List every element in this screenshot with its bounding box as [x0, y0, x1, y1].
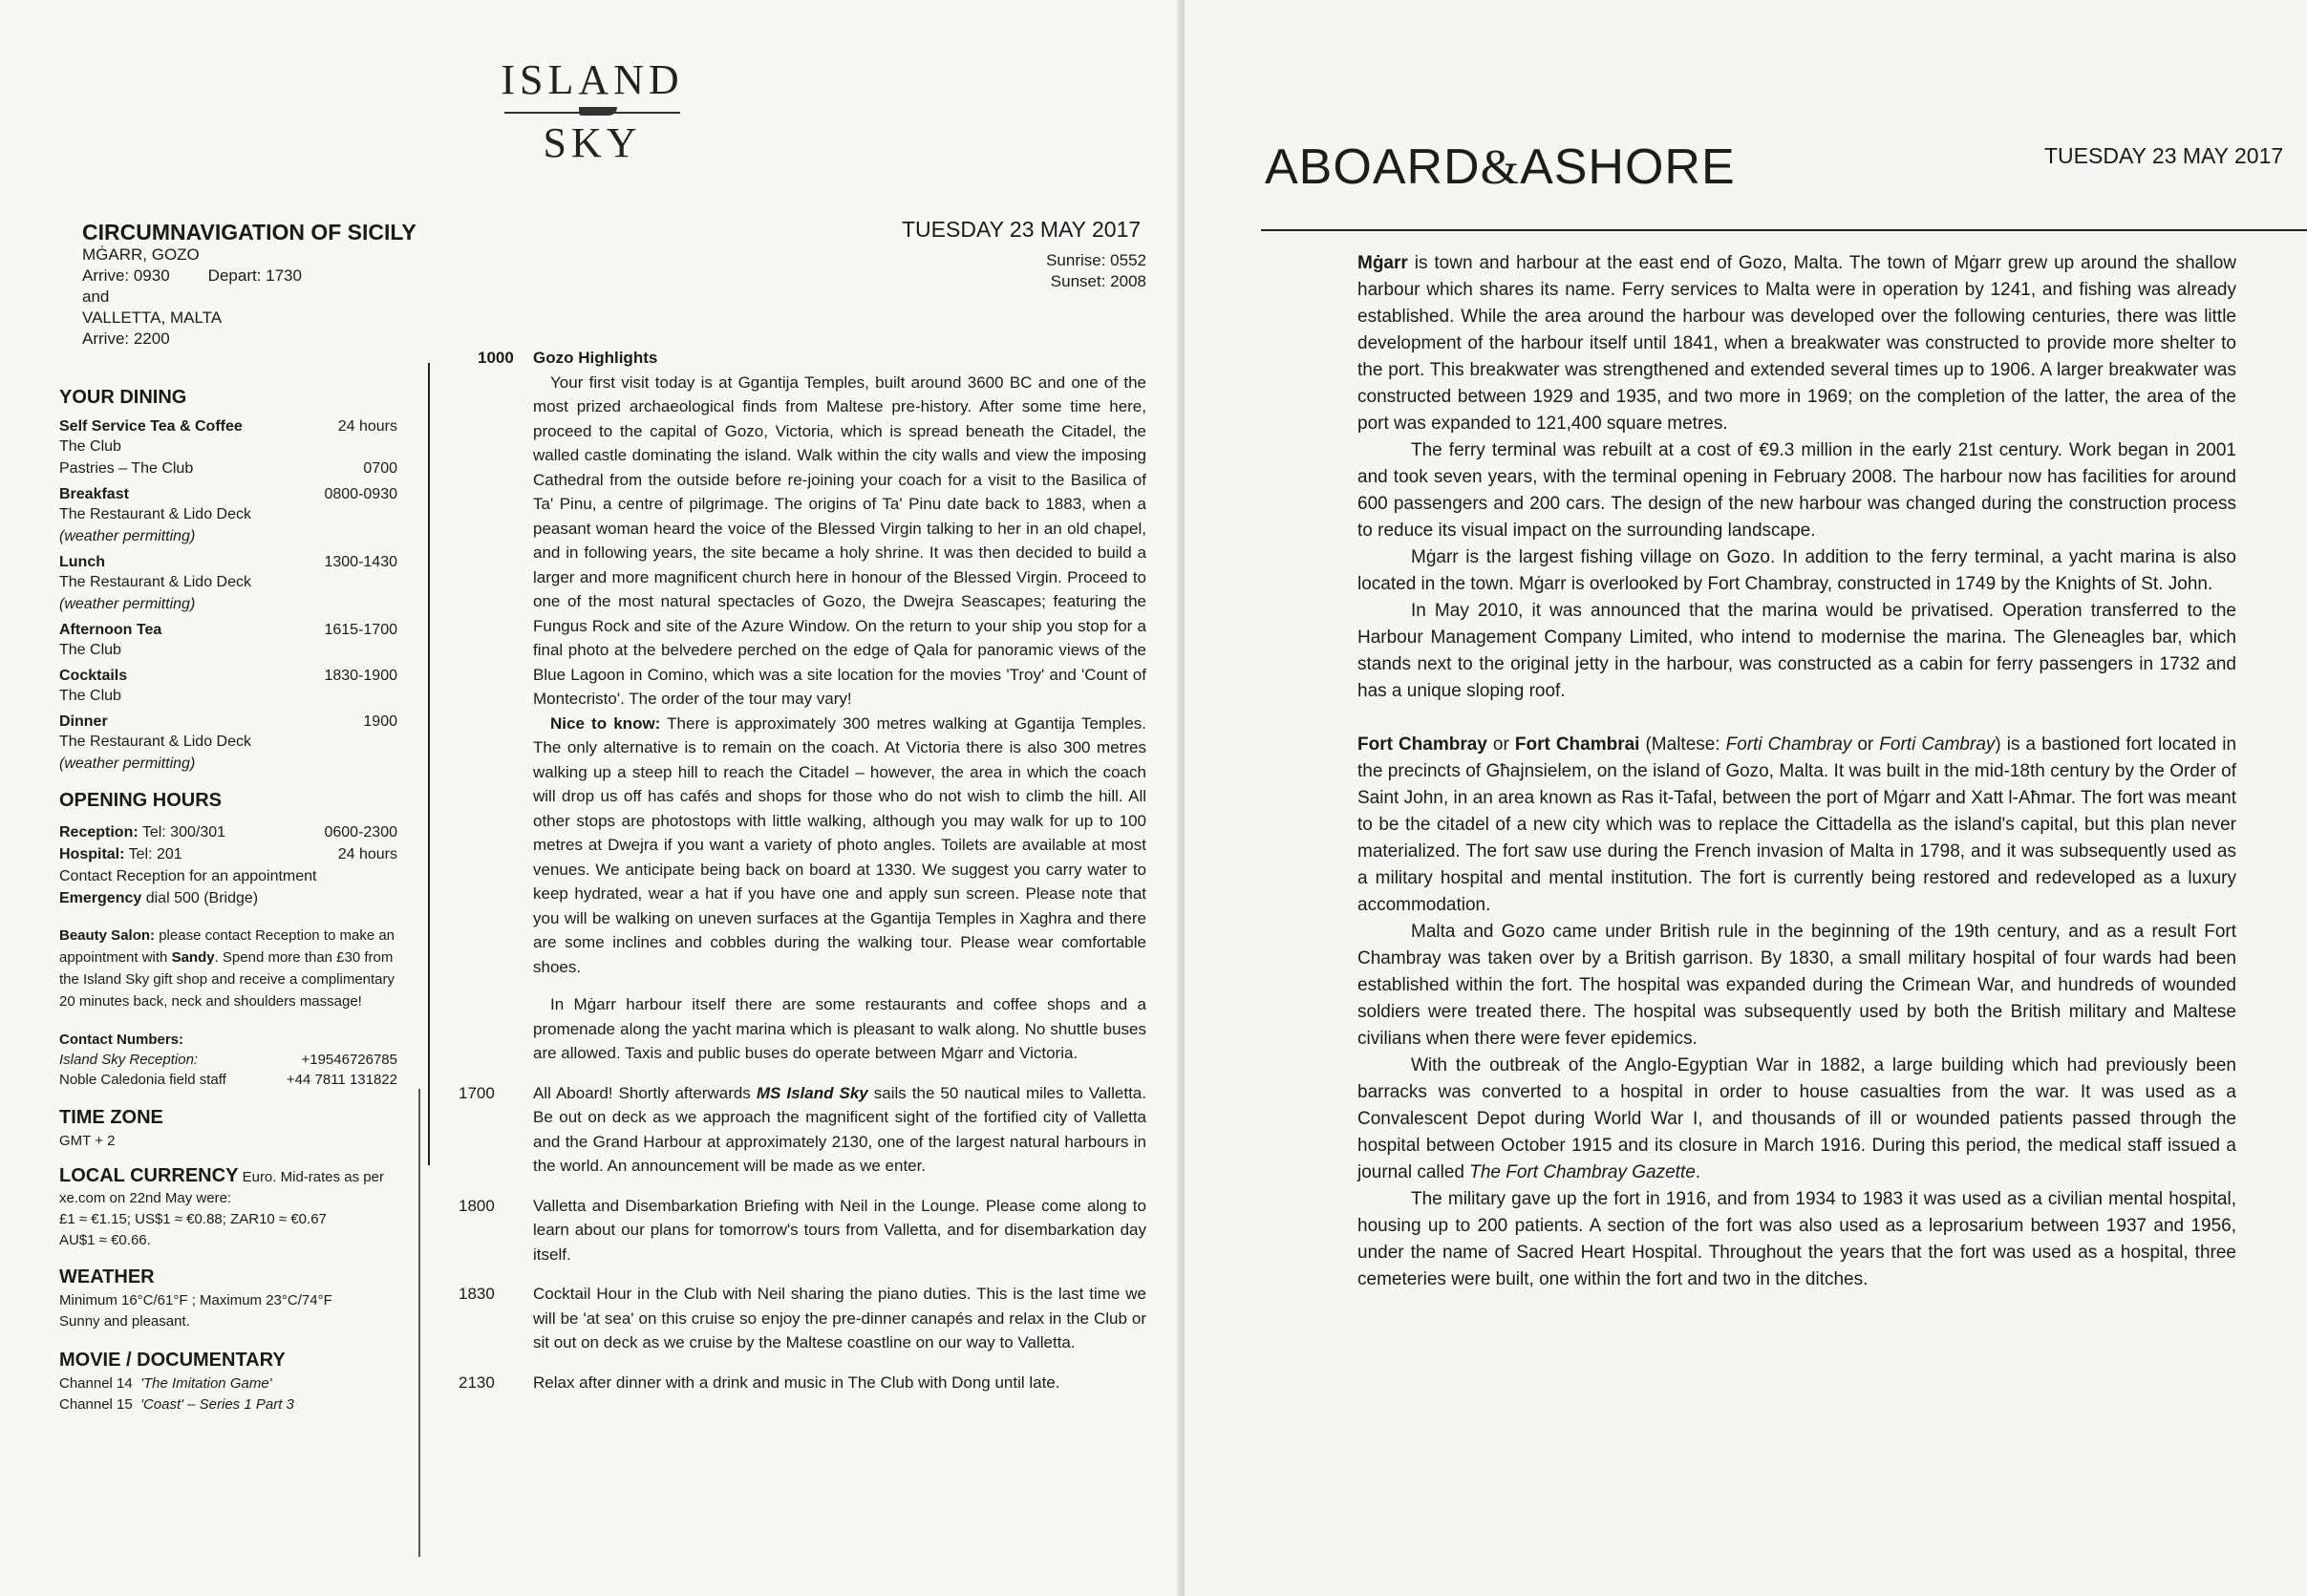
paragraph-text: ) is a bastioned fort located in the precincts of Għajnsielem, on the island of Gozo, Malta. It was built in the mid-18th century by the Order of Saint John, in an area known as Ras it-Tafal, between the port of Mġarr and Xatt l-Aħmar. The fort was meant to be the citadel of a new city which was to replace the Cittadella as the island's capital, but this plan never materialized. The fort saw use during the French invasion of Malta in 1798, and it was subsequently used as a military hospital and mental institution. The fort is currently being restored and redeveloped as a luxury accommodation.: [1357, 734, 2237, 915]
currency-block: [59, 1165, 403, 1251]
ship-icon: [504, 105, 680, 118]
programme-date: TUESDAY 23 MAY 2017: [902, 217, 1142, 242]
contact-reception: +19546726785: [301, 1052, 397, 1068]
channel-15-label: Channel 15: [59, 1396, 133, 1413]
nice-to-know-label: Nice to know:: [550, 713, 661, 733]
entry-time: 1700: [459, 1083, 495, 1102]
opening-hours-title: OPENING HOURS: [59, 790, 223, 811]
article-paragraph: Malta and Gozo came under British rule in the beginning of the 19th century, and as a result Fort Chambray was taken over by a British garrison. By 1830, a small military hospital of four wards had been established within the fort. The hospital was expanded during the Crimean War, and hundreds of wounded soldiers were treated there. The hospital was subsequently used by both the British military and Maltese civilians when there were fever epidemics.: [1357, 922, 2236, 1049]
term-mgarr: Mġarr: [1357, 253, 1408, 273]
hospital-time: 24 hours: [337, 846, 397, 862]
contact-numbers: [59, 1030, 403, 1090]
channel-14-label: Channel 14: [59, 1375, 133, 1392]
dining-time: 0800-0930: [324, 486, 397, 502]
maltese-name-2: Forti Cambray: [1879, 734, 1996, 755]
movie-channel-14: [59, 1373, 403, 1394]
contact-reception-label: Island Sky Reception:: [59, 1052, 199, 1068]
reception-label: Reception:: [59, 824, 139, 841]
article-paragraph: [1357, 732, 2236, 919]
journal-title: The Fort Chambray Gazette: [1469, 1162, 1696, 1182]
dining-note: (weather permitting): [59, 755, 196, 772]
article-paragraph: The military gave up the fort in 1916, and from 1934 to 1983 it was used as a civilian mental hospital, housing up to 200 patients. A section of the fort was also used as a leprosarium between 1937 and 1956, under the name of Sacred Heart Hospital. Throughout the years that the fort was used as a hospital, three cemeteries were built, one within the fort and two in the ditches.: [1357, 1189, 2236, 1289]
emergency-label: Emergency: [59, 890, 142, 906]
arrive-1: Arrive: 0930: [82, 266, 170, 285]
dining-venue: The Club: [59, 438, 121, 455]
dining-title: YOUR DINING: [59, 387, 187, 408]
dining-item: [59, 668, 403, 707]
dining-extra: Pastries – The Club: [59, 460, 194, 477]
itinerary-entry: [459, 1081, 1146, 1179]
paragraph-text: is town and harbour at the east end of Gozo, Malta. The town of Mġarr grew up around the shallow harbour which shares its name. Ferry services to Malta were in operation by 1241, and fishing was already established. While the area around the harbour was developed over the following centuries, there was little development of the harbour itself until 1841, when a breakwater was constructed to provide more shelter to the port. This breakwater was strengthened and extended several times up to 1906. A larger breakwater was constructed between 1929 and 1935, and two more in 1969; on the completion of the latter, the area of the port was expanded to 121,400 square metres.: [1357, 253, 2236, 434]
beauty-text: please contact Reception to make an appointment with: [59, 927, 395, 966]
hospital-row: [59, 843, 403, 865]
article-paragraph: In May 2010, it was announced that the marina would be privatised. Operation transferred to the Harbour Management Company Limited, who intend to modernise the marina. The Gleneagles bar, which stands next to the original jetty in the harbour, was constructed as a cabin for ferry passengers in 1732 and has a unique sloping roof.: [1357, 601, 2236, 701]
currency-intro: Euro. Mid-rates as per xe.com on 22nd May were:: [59, 1169, 384, 1206]
contacts-title: Contact Numbers:: [59, 1032, 184, 1048]
contact-staff-label: Noble Caledonia field staff: [59, 1072, 226, 1088]
emergency-row: [59, 887, 403, 909]
dining-note: (weather permitting): [59, 596, 196, 612]
connector: or: [1492, 734, 1509, 755]
emergency-value: dial 500 (Bridge): [145, 890, 259, 906]
info-sidebar: [59, 387, 403, 1415]
dining-note: (weather permitting): [59, 528, 196, 544]
movie-channel-15: [59, 1394, 403, 1415]
dining-venue: The Restaurant & Lido Deck: [59, 574, 251, 590]
logo-line-2: SKY: [543, 119, 642, 166]
sunrise: Sunrise: 0552: [1046, 251, 1146, 269]
currency-rates-2: AU$1 ≈ €0.66.: [59, 1232, 151, 1248]
weather-line-2: Sunny and pleasant.: [59, 1313, 190, 1330]
contact-staff: +44 7811 131822: [286, 1072, 397, 1088]
article-body: [1357, 250, 2236, 1293]
dining-venue: The Club: [59, 642, 121, 658]
dining-item: [59, 622, 403, 661]
nice-to-know-text: There is approximately 300 metres walking at Ggantija Temples. The only alternative is to remain on the coach. At Victoria there is also 300 metres walking up a steep hill to reach the Citadel – however, the area in which the coach will drop us off has cafés and shops for those who do not wish to climb the hill. All other stops are photostops with little walking, although you may walk for up to 100 metres at Dwejra if you want a variety of photo angles. Toilets are available at most venues. We anticipate being back on board at 1330. We suggest you carry water to keep hydrated, wear a hat if you have one and apply sun screen. Please note that you will be walking on uneven surfaces at the Ggantija Temples in Xaghra and there are some inclines and cobbles during the walking tour. Please wear comfortable shoes.: [533, 713, 1146, 976]
ship-name: MS Island Sky: [756, 1083, 868, 1102]
article-date: TUESDAY 23 MAY 2017: [2044, 143, 2284, 168]
brand-part-1: ABOARD: [1265, 139, 1481, 195]
dining-item: [59, 418, 403, 479]
dining-venue: The Restaurant & Lido Deck: [59, 506, 251, 522]
itinerary-entry: [459, 1194, 1146, 1267]
entry-paragraph: In Mġarr harbour itself there are some restaurants and coffee shops and a promenade along the yacht marina which is pleasant to walk along. No shuttle buses are allowed. Taxis and public buses do operate between Mġarr and Victoria.: [533, 995, 1146, 1062]
nice-to-know: [533, 712, 1146, 980]
timezone-value: GMT + 2: [59, 1133, 116, 1149]
reception-tel: Tel: 300/301: [141, 824, 226, 841]
itinerary-entry: [459, 346, 1146, 1066]
reception-row: [59, 821, 403, 843]
dining-name: Dinner: [59, 713, 108, 730]
beauty-text-2: . Spend more than £30 from the Island Sky gift shop and receive a complimentary 20 minutes back, neck and shoulders massage!: [59, 949, 395, 1010]
dining-item: [59, 554, 403, 615]
sun-times: [955, 250, 1146, 292]
dining-time: 1300-1430: [324, 554, 397, 570]
column-divider: [428, 363, 430, 1165]
dining-time: 24 hours: [337, 418, 397, 435]
timezone-title: TIME ZONE: [59, 1107, 163, 1128]
depart-1: Depart: 1730: [207, 266, 302, 285]
itinerary: [459, 346, 1146, 1394]
entry-text: Cocktail Hour in the Club with Neil sharing the piano duties. This is the last time we will be 'at sea' on this cruise so enjoy the pre-dinner canapés and relax in the Club or sit out on deck as we cruise by the Maltese coastline on our way to Valletta.: [533, 1285, 1146, 1351]
article-paragraph: [1357, 250, 2236, 437]
dining-time: 1830-1900: [324, 668, 397, 684]
dining-time: 1900: [363, 713, 397, 730]
maltese-name-1: Forti Chambray: [1725, 734, 1852, 755]
channel-15-title: 'Coast' – Series 1 Part 3: [140, 1396, 294, 1413]
port-info: [82, 245, 302, 350]
hospital-tel: Tel: 201: [128, 846, 182, 862]
term-fort-chambray: Fort Chambray: [1357, 734, 1487, 755]
paragraph-text: With the outbreak of the Anglo-Egyptian War in 1882, a large building which had previously been barracks was converted to a hospital in order to house casualties from the war. It was used as a Convalescent Depot during World War I, and thousands of ill or wounded patients passed through the hospital between October 1915 and its closure in March 1916. During this period, the medical staff issued a journal called: [1357, 1055, 2236, 1182]
dining-venue: The Club: [59, 688, 121, 704]
article-paragraph: [1357, 1053, 2236, 1186]
brand-ampersand: &: [1480, 140, 1521, 195]
entry-text: Relax after dinner with a drink and music in The Club with Dong until late.: [533, 1373, 1060, 1392]
currency-rates: £1 ≈ €1.15; US$1 ≈ €0.88; ZAR10 ≈ €0.67: [59, 1211, 327, 1227]
entry-time: 2130: [459, 1373, 495, 1392]
article-paragraph: Mġarr is the largest fishing village on Gozo. In addition to the ferry terminal, a yacht marina is also located in the town. Mġarr is overlooked by Fort Chambray, constructed in 1749 by the Knights of St. John.: [1357, 547, 2236, 594]
beauty-name: Sandy: [171, 949, 215, 966]
brand-part-2: ASHORE: [1520, 139, 1736, 195]
entry-text: sails the 50 nautical miles to Valletta. Be out on deck as we approach the magnificent sight of the fortified city of Valletta and the Grand Harbour at approximately 2130, one of the largest natural harbours in the world. An announcement will be made as we enter.: [533, 1083, 1146, 1175]
reception-time: 0600-2300: [324, 824, 397, 841]
dining-name: Cocktails: [59, 668, 128, 684]
entry-text: All Aboard! Shortly afterwards: [533, 1083, 751, 1102]
dining-name: Lunch: [59, 554, 105, 570]
entry-time: 1830: [459, 1285, 495, 1303]
arrive-2: Arrive: 2200: [82, 330, 170, 348]
entry-heading: Gozo Highlights: [533, 349, 658, 367]
channel-14-title: 'The Imitation Game': [140, 1375, 272, 1392]
paren-text: (Maltese:: [1645, 734, 1720, 755]
dining-time: 1615-1700: [324, 622, 397, 638]
right-page: [1185, 0, 2307, 1596]
entry-time: 1800: [459, 1196, 495, 1215]
movie-title: MOVIE / DOCUMENTARY: [59, 1350, 286, 1371]
dining-name: Breakfast: [59, 486, 129, 502]
entry-paragraph: Your first visit today is at Ggantija Temples, built around 3600 BC and one of the most prized archaeological finds from Maltese pre-history. After some time here, proceed to the capital of Gozo, Victoria, which is spread beneath the Citadel, the walled castle dominating the island. Walk within the city walls and view the imposing Cathedral from the outside before re-joining your coach for a visit to the Basilica of Ta' Pinu, a centre of pilgrimage. The origins of Ta' Pinu date back to 1883, when a peasant woman heard the voice of the Blessed Virgin talking to her in an old chapel, and in following years, the site became a holy shrine. It was then decided to build a larger and more magnificent church here in honour of the Blessed Virgin. Proceed to one of the most natural spectacles of Gozo, the Dwejra Seascapes; featuring the Fungus Rock and site of the Azure Window. On the return to your ship you stop for a final photo at the belvedere perched on the edge of Qala for panoramic views of the Blue Lagoon in Comino, which was a site location for the movies 'Troy' and 'Count of Montecristo'. The order of the tour may vary!: [533, 372, 1146, 708]
hospital-label: Hospital:: [59, 846, 125, 862]
port-2: VALLETTA, MALTA: [82, 309, 223, 327]
weather-title: WEATHER: [59, 1266, 155, 1287]
column-divider-lower: [418, 1089, 420, 1557]
term-fort-chambrai: Fort Chambrai: [1514, 734, 1640, 755]
itinerary-entry: [459, 1371, 1146, 1395]
connector: or: [1857, 734, 1874, 755]
entry-time: 1000: [478, 349, 514, 367]
logo-line-1: ISLAND: [501, 56, 684, 103]
dining-item: [59, 713, 403, 775]
itinerary-entry: [459, 1282, 1146, 1355]
weather-line-1: Minimum 16°C/61°F ; Maximum 23°C/74°F: [59, 1292, 332, 1309]
dining-name: Afternoon Tea: [59, 622, 162, 638]
beauty-salon-note: [59, 925, 403, 1012]
and-text: and: [82, 287, 110, 306]
aboard-ashore-title: [1265, 138, 1736, 196]
header-rule: [1261, 229, 2307, 231]
port-1: MĠARR, GOZO: [82, 245, 200, 264]
entry-text: Valletta and Disembarkation Briefing with Neil in the Lounge. Please come along to learn about our plans for tomorrow's tours from Valletta, and for disembarkation day itself.: [533, 1196, 1146, 1264]
cruise-title: CIRCUMNAVIGATION OF SICILY: [82, 220, 417, 245]
sunset: Sunset: 2008: [1050, 272, 1146, 290]
dining-name: Self Service Tea & Coffee: [59, 418, 243, 435]
article-paragraph: The ferry terminal was rebuilt at a cost of €9.3 million in the early 21st century. Work began in 2001 and took seven years, with the terminal opening in February 2008. The harbour now has facilities for around 600 passengers and 200 cars. The design of the new harbour was changed during the construction process to reduce its visual impact on the surrounding landscape.: [1357, 440, 2236, 541]
dining-extra-time: 0700: [363, 460, 397, 477]
period: .: [1695, 1162, 1701, 1182]
island-sky-logo: [497, 57, 688, 166]
currency-title: LOCAL CURRENCY: [59, 1165, 239, 1186]
dining-venue: The Restaurant & Lido Deck: [59, 734, 251, 750]
dining-item: [59, 486, 403, 547]
hospital-note: Contact Reception for an appointment: [59, 868, 317, 884]
beauty-label: Beauty Salon:: [59, 927, 156, 944]
